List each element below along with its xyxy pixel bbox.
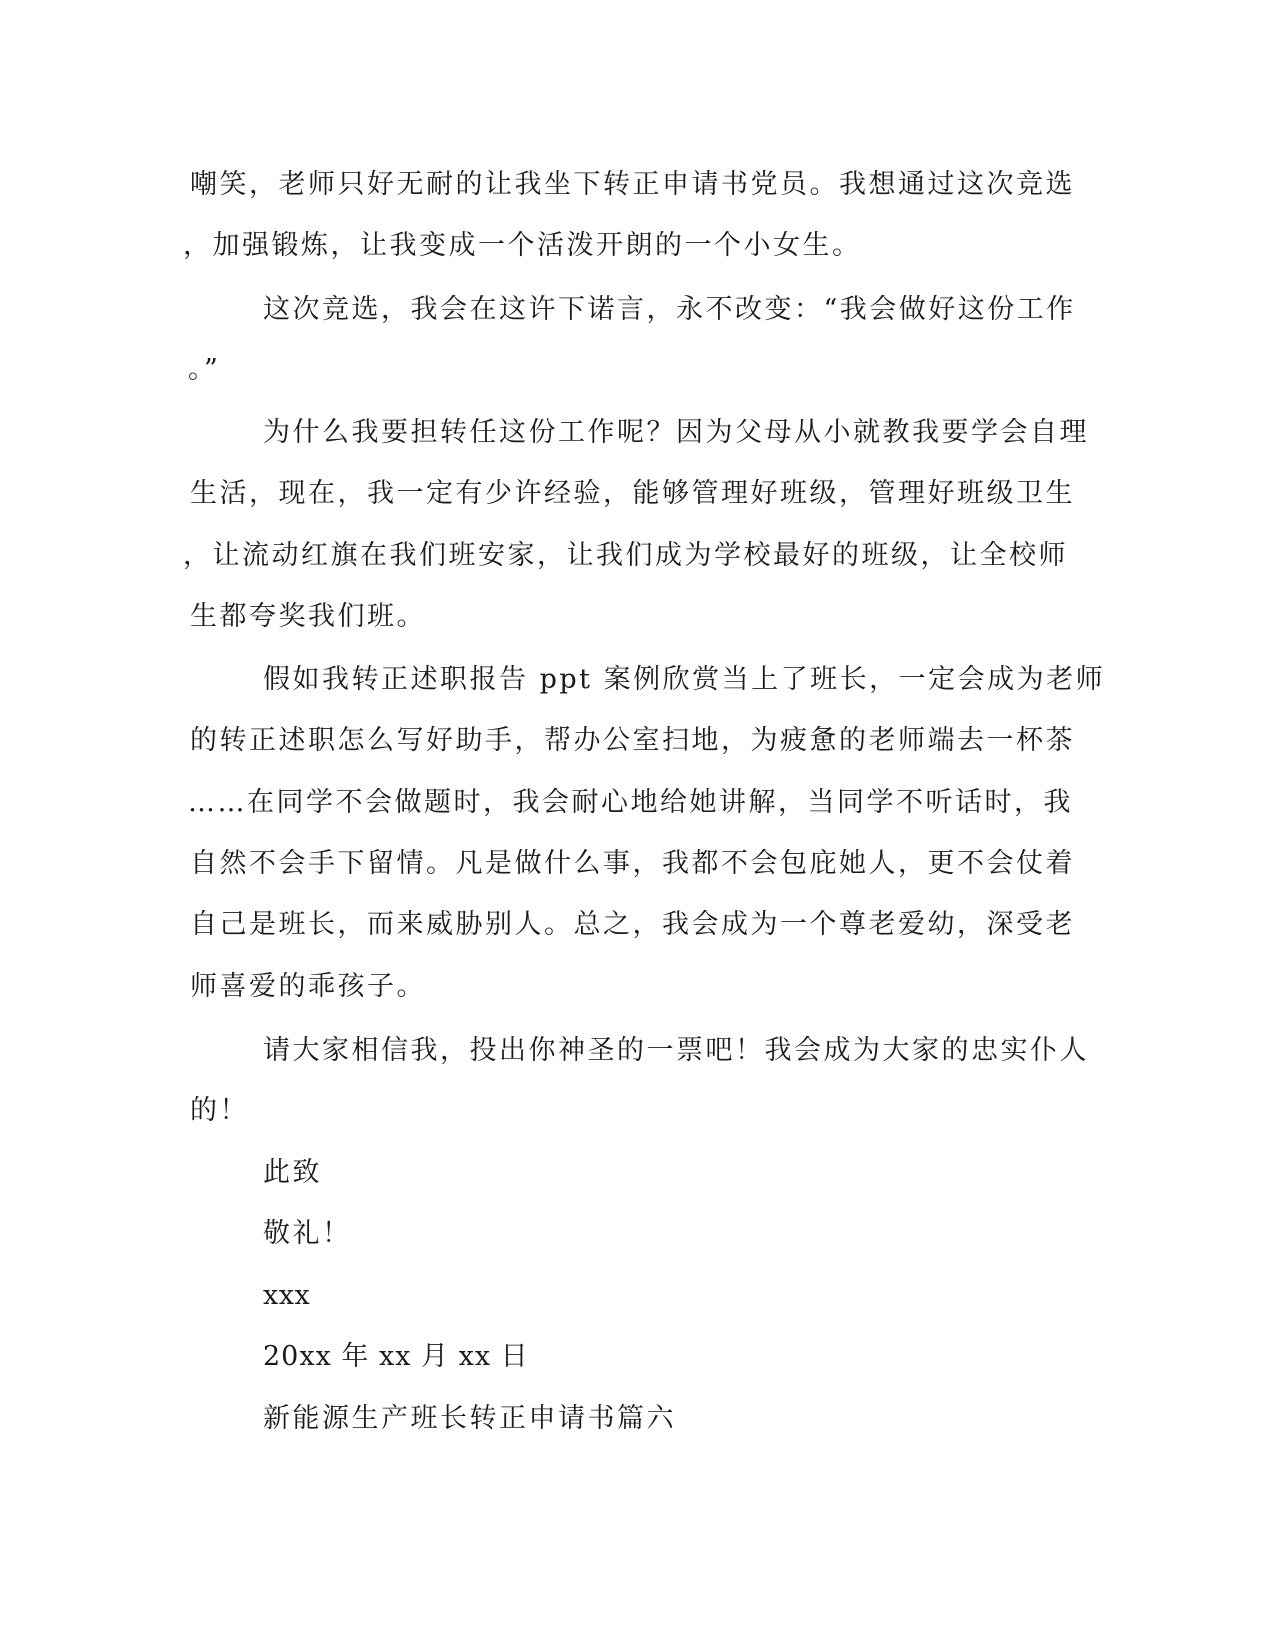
text-line: ……在同学不会做题时，我会耐心地给她讲解，当同学不听话时，我 bbox=[188, 787, 1073, 818]
text-line: 生都夸奖我们班。 bbox=[190, 601, 426, 632]
paragraph-start: 请大家相信我，投出你神圣的一票吧！我会成为大家的忠实仆人 bbox=[263, 1035, 1089, 1066]
signature-name: xxx bbox=[263, 1280, 311, 1311]
text-line: ，加强锻炼，让我变成一个活泼开朗的一个小女生。 bbox=[183, 230, 862, 261]
text-line: 。” bbox=[188, 354, 221, 385]
paragraph-start: 这次竞选，我会在这许下诺言，永不改变：“我会做好这份工作 bbox=[263, 294, 1076, 325]
text-line: 嘲笑，老师只好无耐的让我坐下转正申请书党员。我想通过这次竞选 bbox=[190, 169, 1075, 200]
text-line: 自然不会手下留情。凡是做什么事，我都不会包庇她人，更不会仗着 bbox=[190, 848, 1075, 879]
text-line: 的转正述职怎么写好助手，帮办公室扫地，为疲惫的老师端去一杯茶 bbox=[190, 725, 1075, 756]
text-line: 师喜爱的乖孩子。 bbox=[190, 971, 426, 1002]
section-heading: 新能源生产班长转正申请书篇六 bbox=[263, 1403, 676, 1434]
text-line: 生活，现在，我一定有少许经验，能够管理好班级，管理好班级卫生 bbox=[190, 478, 1075, 509]
text-line: ，让流动红旗在我们班安家，让我们成为学校最好的班级，让全校师 bbox=[183, 540, 1068, 571]
paragraph-start: 假如我转正述职报告 ppt 案例欣赏当上了班长，一定会成为老师 bbox=[263, 664, 1106, 695]
text-line: 的！ bbox=[190, 1095, 249, 1126]
closing-salutation: 此致 bbox=[263, 1157, 322, 1188]
paragraph-start: 为什么我要担转任这份工作呢？因为父母从小就教我要学会自理 bbox=[263, 417, 1089, 448]
closing-respect: 敬礼！ bbox=[263, 1218, 352, 1249]
text-line: 自己是班长，而来威胁别人。总之，我会成为一个尊老爱幼，深受老 bbox=[190, 909, 1075, 940]
signature-date: 20xx 年 xx 月 xx 日 bbox=[263, 1341, 529, 1372]
